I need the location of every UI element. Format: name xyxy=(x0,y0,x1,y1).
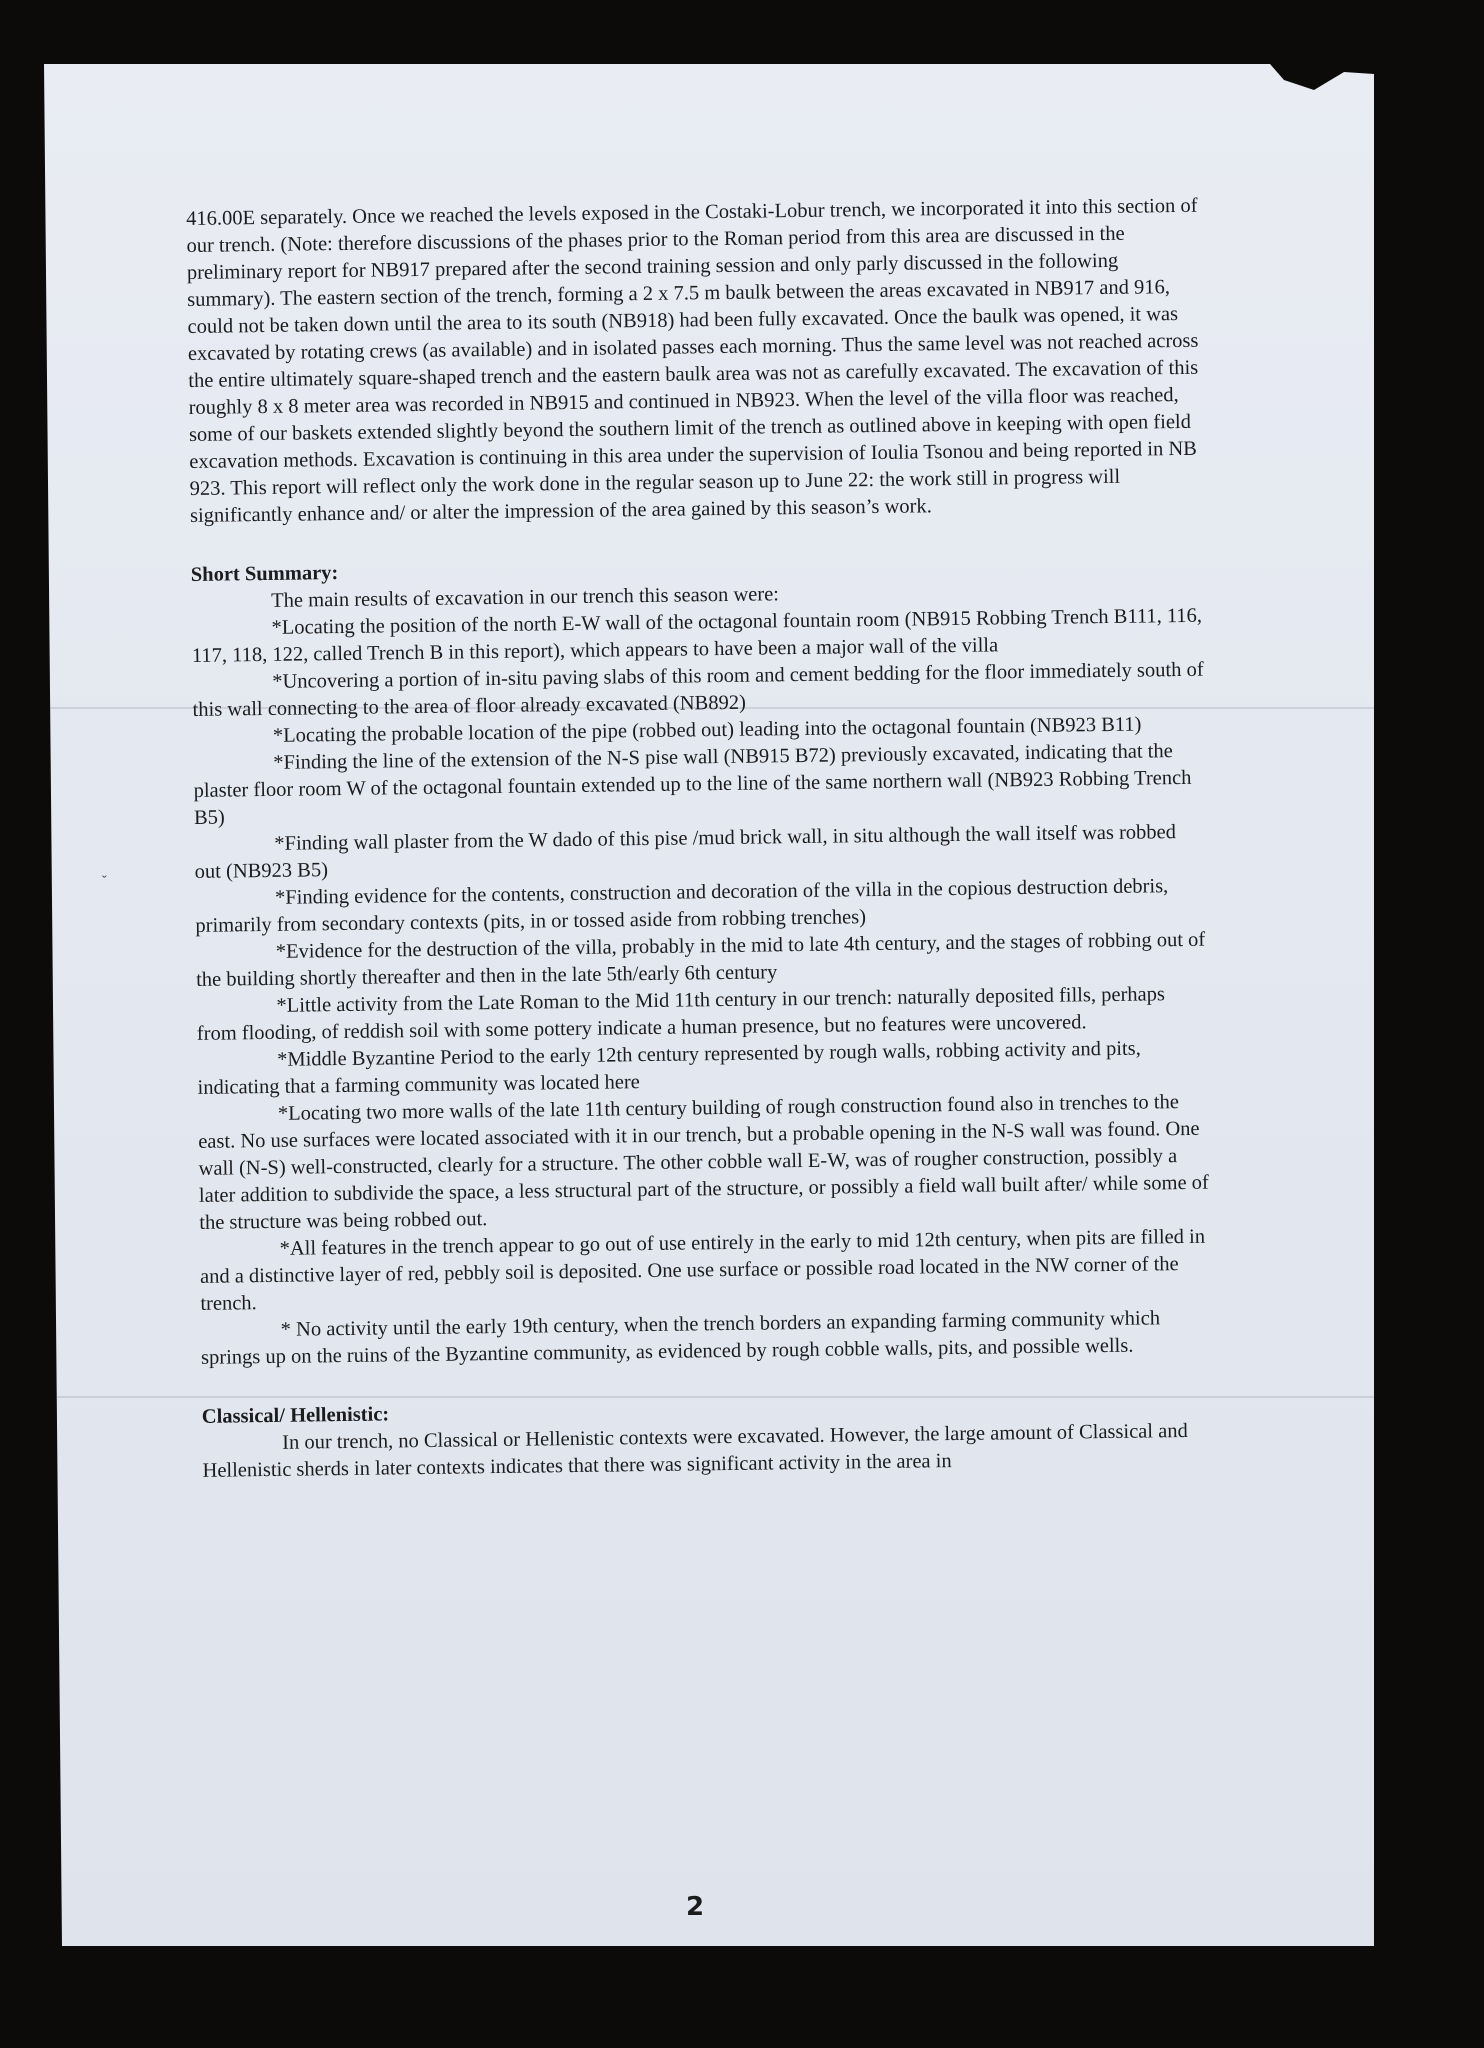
short-summary-lead: The main results of excavation in our trench this season were: xyxy=(271,583,780,612)
intro-paragraph: 416.00E separately. Once we reached the levels exposed in the Costaki-Lobur trench, we incorporated it into this section of our trench. (Note: therefore discussions of the phases prior to the Roman period from this area are discussed in the preliminary report for NB917 prepared after the second training session and only parly discussed in the following summary). The eastern section of the trench, forming a 2 x 7.5 m baulk between the areas excavated in NB917 and 916, could not be taken down until the area to its south (NB918) had been fully excavated. Once the baulk was opened, it was excavated by rotating crews (as available) and in isolated passes each morning. Thus the same level was not reached across the entire ultimately square-shaped trench and the eastern baulk area was not as carefully excavated. The excavation of this roughly 8 x 8 meter area was recorded in NB915 and continued in NB923. When the level of the villa floor was reached, some of our baskets extended slightly beyond the southern limit of the trench as outlined above in keeping with open field excavation methods. Excavation is continuing in this area under the supervision of Ioulia Tsonou and being reported in NB 923. This report will reflect only the work done in the regular season up to June 22: the work still in progress will significantly enhance and/ or alter the impression of the area gained by this season’s work. xyxy=(186,194,1199,527)
short-summary-heading: Short Summary: xyxy=(190,562,339,586)
summary-item: *Locating the position of the north E-W wall of the octagonal fountain room (NB915 Robbing Trench B111, 116, 117, 118, 122, called Trench B in this report), which appears to have been a major wall of the villa xyxy=(191,604,1203,667)
classical-paragraph: In our trench, no Classical or Hellenistic contexts were excavated. However, the large amount of Classical and Hellenistic sherds in later contexts indicates that there was significant activity in the area in xyxy=(202,1419,1188,1482)
summary-item: *Little activity from the Late Roman to the Mid 11th century in our trench: naturally deposited fills, perhaps from flooding, of reddish soil with some pottery indicate a human presence, but no features were uncovered. xyxy=(196,983,1166,1045)
summary-item: *Finding the line of the extension of the N-S pise wall (NB915 B72) previously excavated, indicating that the plaster floor room W of the octagonal fountain extended up to the line of the same northern wall (NB923 Robbing Trench B5) xyxy=(193,740,1192,829)
summary-item: *Finding evidence for the contents, construction and decoration of the villa in the copious destruction debris, primarily from secondary contexts (pits, in or tossed aside from robbing trenches) xyxy=(195,875,1169,937)
pen-mark: ˇ xyxy=(102,874,107,889)
summary-item: *Locating the probable location of the pipe (robbed out) leading into the octagonal fountain (NB923 B11) xyxy=(272,713,1142,747)
summary-item: * No activity until the early 19th century, when the trench borders an expanding farming community which springs up on the ruins of the Byzantine community, as evidenced by rough cobble walls, pits, and possible wells. xyxy=(200,1307,1161,1369)
summary-item: *Locating two more walls of the late 11th century building of rough construction found also in trenches to the east. No use surfaces were located associated with it in our trench, but a probable opening in the N-S wall was found. One wall (N-S) well-constructed, clearly for a structure. The other cobble wall E-W, was of rougher construction, possibly a later addition to subdivide the space, a less structural part of the structure, or possibly a field wall built after/ while some of the structure was being robbed out. xyxy=(198,1091,1209,1234)
summary-item: *Middle Byzantine Period to the early 12th century represented by rough walls, robbing activity and pits, indicating that a farming community was located here xyxy=(197,1037,1141,1099)
summary-item: *All features in the trench appear to go out of use entirely in the early to mid 12th century, when pits are filled in and a distinctive layer of red, pebbly soil is deposited. One use surface or possible road located in the NW corner of the trench. xyxy=(199,1225,1206,1315)
summary-item: *Finding wall plaster from the W dado of this pise /mud brick wall, in situ although the wall itself was robbed out (NB923 B5) xyxy=(194,821,1177,883)
document-body xyxy=(186,193,1215,1485)
classical-heading: Classical/ Hellenistic: xyxy=(201,1403,390,1428)
summary-item: *Uncovering a portion of in-situ paving slabs of this room and cement bedding for the floor immediately south of this wall connecting to the area of floor already excavated (NB892) xyxy=(192,658,1204,721)
summary-item: *Evidence for the destruction of the villa, probably in the mid to late 4th century, and the stages of robbing out of the building shortly thereafter and then in the late 5th/early 6th century xyxy=(195,928,1206,991)
page-number: 2 xyxy=(686,1892,705,1922)
